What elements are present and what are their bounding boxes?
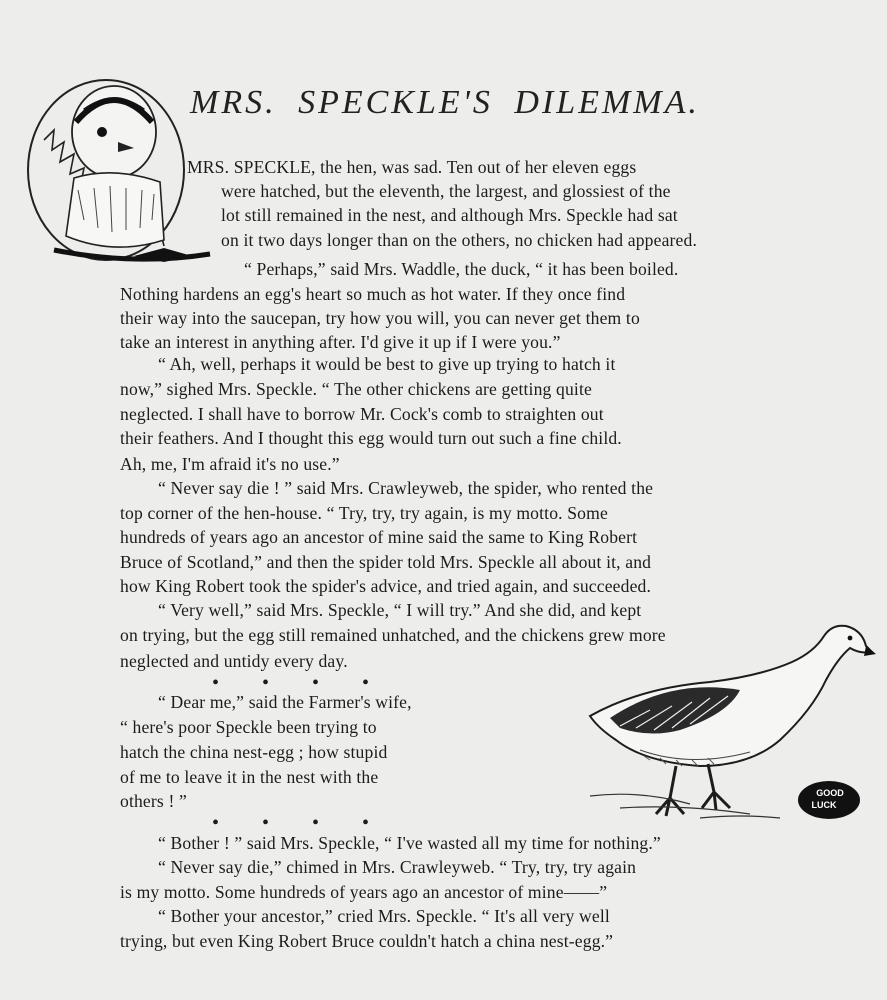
text-line: Bruce of Scotland,” and then the spider told Mrs. Speckle all about it, and xyxy=(120,552,652,572)
text-line: how King Robert took the spider's advice, and tried again, and succeeded. xyxy=(120,576,652,596)
text-line: were hatched, but the eleventh, the largest, and glossiest of the xyxy=(221,181,671,201)
badge-luck: LUCK xyxy=(811,800,837,810)
text-line: Nothing hardens an egg's heart so much as hot water. If they once find xyxy=(120,284,626,304)
text-line: hundreds of years ago an ancestor of mine said the same to King Robert xyxy=(120,527,638,547)
text-line: “ Never say die ! ” said Mrs. Crawleyweb, the spider, who rented the xyxy=(158,478,654,498)
text-line: neglected and untidy every day. xyxy=(120,651,348,671)
text-line: “ Ah, well, perhaps it would be best to give up trying to hatch it xyxy=(158,354,616,374)
text-line: is my motto. Some hundreds of years ago an ancestor of mine——” xyxy=(120,882,608,902)
text-line: on it two days longer than on the others, no chicken had appeared. xyxy=(221,230,697,250)
text-line: “ Never say die,” chimed in Mrs. Crawleyweb. “ Try, try, try again xyxy=(158,857,637,877)
text-line: “ here's poor Speckle been trying to xyxy=(120,717,377,737)
text-line: on trying, but the egg still remained unhatched, and the chickens grew more xyxy=(120,625,666,645)
chick-in-egg-illustration xyxy=(14,70,214,266)
text-line: “ Dear me,” said the Farmer's wife, xyxy=(158,692,412,712)
text-line: take an interest in anything after. I'd give it up if I were you.” xyxy=(120,332,561,352)
text-line: Ah, me, I'm afraid it's no use.” xyxy=(120,454,340,474)
text-line: now,” sighed Mrs. Speckle. “ The other chickens are getting quite xyxy=(120,379,592,399)
section-separator: • • • • xyxy=(212,672,370,694)
text-line: MRS. SPECKLE, the hen, was sad. Ten out of her eleven eggs xyxy=(187,157,637,177)
section-separator: • • • • xyxy=(212,812,370,834)
text-line: neglected. I shall have to borrow Mr. Cock's comb to straighten out xyxy=(120,404,604,424)
text-line: others ! ” xyxy=(120,791,187,811)
text-line: “ Bother your ancestor,” cried Mrs. Speckle. “ It's all very well xyxy=(158,906,610,926)
text-line: lot still remained in the nest, and although Mrs. Speckle had sat xyxy=(221,205,678,225)
text-line: top corner of the hen-house. “ Try, try, try again, is my motto. Some xyxy=(120,503,608,523)
good-luck-badge-icon xyxy=(796,778,862,822)
page-title: MRS. SPECKLE'S DILEMMA. xyxy=(190,84,700,121)
text-line: hatch the china nest-egg ; how stupid xyxy=(120,742,388,762)
text-line: “ Perhaps,” said Mrs. Waddle, the duck, “ it has been boiled. xyxy=(244,259,679,279)
text-line: of me to leave it in the nest with the xyxy=(120,767,379,787)
text-line: “ Very well,” said Mrs. Speckle, “ I will try.” And she did, and kept xyxy=(158,600,642,620)
text-line: their way into the saucepan, try how you will, you can never get them to xyxy=(120,308,640,328)
text-line: “ Bother ! ” said Mrs. Speckle, “ I've wasted all my time for nothing.” xyxy=(158,833,661,853)
text-line: their feathers. And I thought this egg would turn out such a fine child. xyxy=(120,428,622,448)
badge-good: GOOD xyxy=(816,788,844,798)
text-line: trying, but even King Robert Bruce couldn't hatch a china nest-egg.” xyxy=(120,931,614,951)
